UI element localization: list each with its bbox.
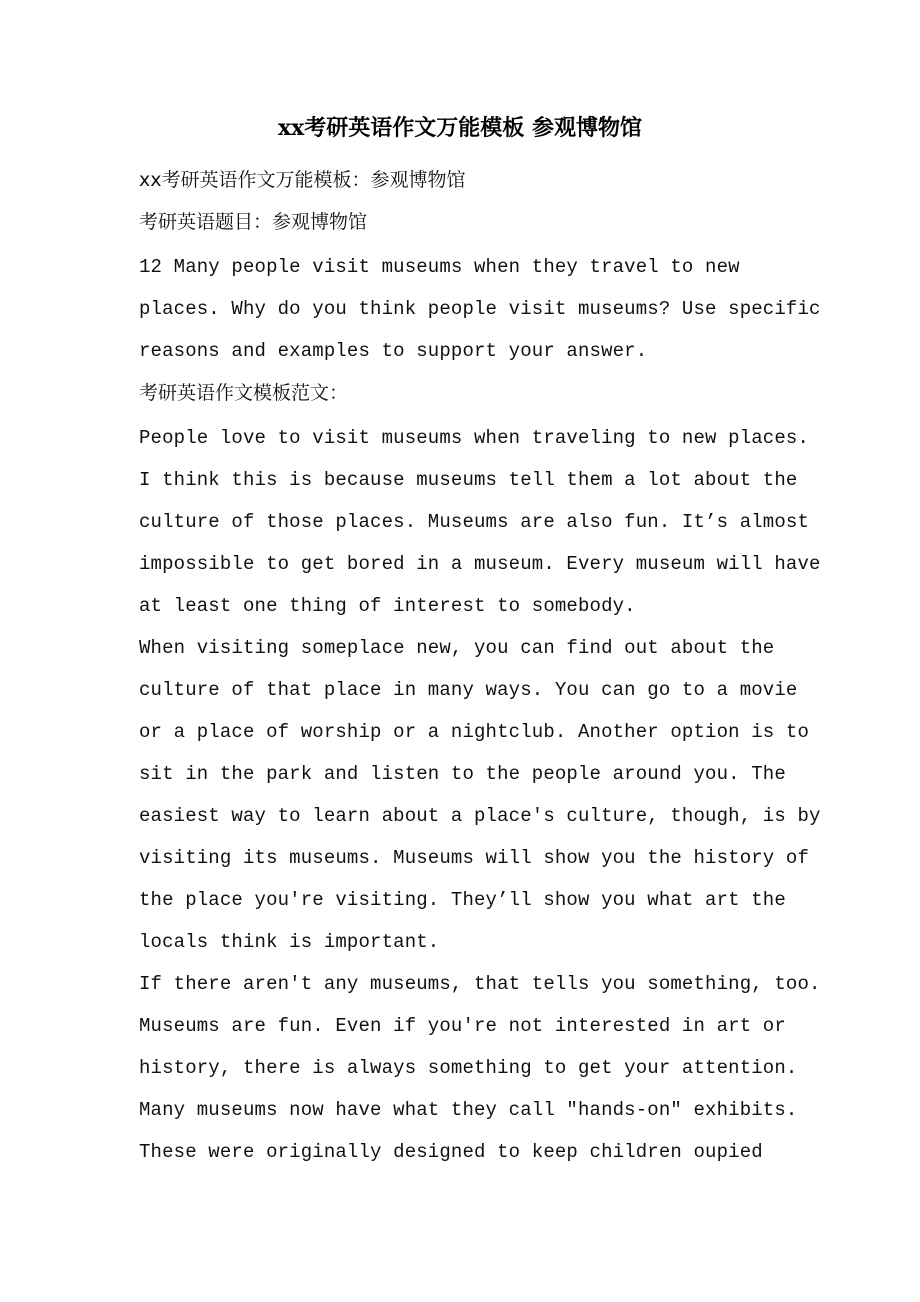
paragraph-3 [139,963,821,1173]
paragraph-line: These were originally designed to keep children oupied [139,1141,763,1163]
paragraph-line: impossible to get bored in a museum. Every museum will have [139,553,821,575]
paragraph-line: When visiting someplace new, you can find out about the [139,637,775,659]
paragraph-line: the place you're visiting. They’ll show you what art the [139,889,786,911]
document-title: xx考研英语作文万能模板 参观博物馆 [278,115,642,141]
paragraph-line: If there aren't any museums, that tells you something, too. [139,973,821,995]
paragraph-line: locals think is important. [139,931,440,953]
sample-essay-label: 考研英语作文模板范文： [139,382,349,404]
paragraph-line: history, there is always something to get your attention. [139,1057,798,1079]
paragraph-line: sit in the park and listen to the people around you. The [139,763,786,785]
paragraph-line: culture of that place in many ways. You can go to a movie [139,679,798,701]
paragraph-line: Museums are fun. Even if you're not interested in art or [139,1015,786,1037]
subtitle: xx考研英语作文万能模板：参观博物馆 [139,169,466,191]
paragraph-line: visiting its museums. Museums will show you the history of [139,847,810,869]
paragraph-line: People love to visit museums when traveling to new places. [139,427,810,449]
topic-label: 考研英语题目：参观博物馆 [139,211,368,233]
prompt-line: places. Why do you think people visit museums? Use specific [139,298,821,320]
paragraph-line: or a place of worship or a nightclub. Another option is to [139,721,810,743]
prompt-line: 12 Many people visit museums when they travel to new [139,256,740,278]
paragraph-line: Many museums now have what they call "hands-on" exhibits. [139,1099,798,1121]
paragraph-line: easiest way to learn about a place's culture, though, is by [139,805,821,827]
document-body [139,159,821,1173]
prompt-line: reasons and examples to support your answer. [139,340,648,362]
paragraph-1 [139,417,821,627]
paragraph-line: at least one thing of interest to somebody. [139,595,636,617]
paragraph-line: culture of those places. Museums are also fun. It’s almost [139,511,810,533]
essay-prompt [139,246,821,372]
paragraph-line: I think this is because museums tell them a lot about the [139,469,798,491]
paragraph-2 [139,627,821,963]
